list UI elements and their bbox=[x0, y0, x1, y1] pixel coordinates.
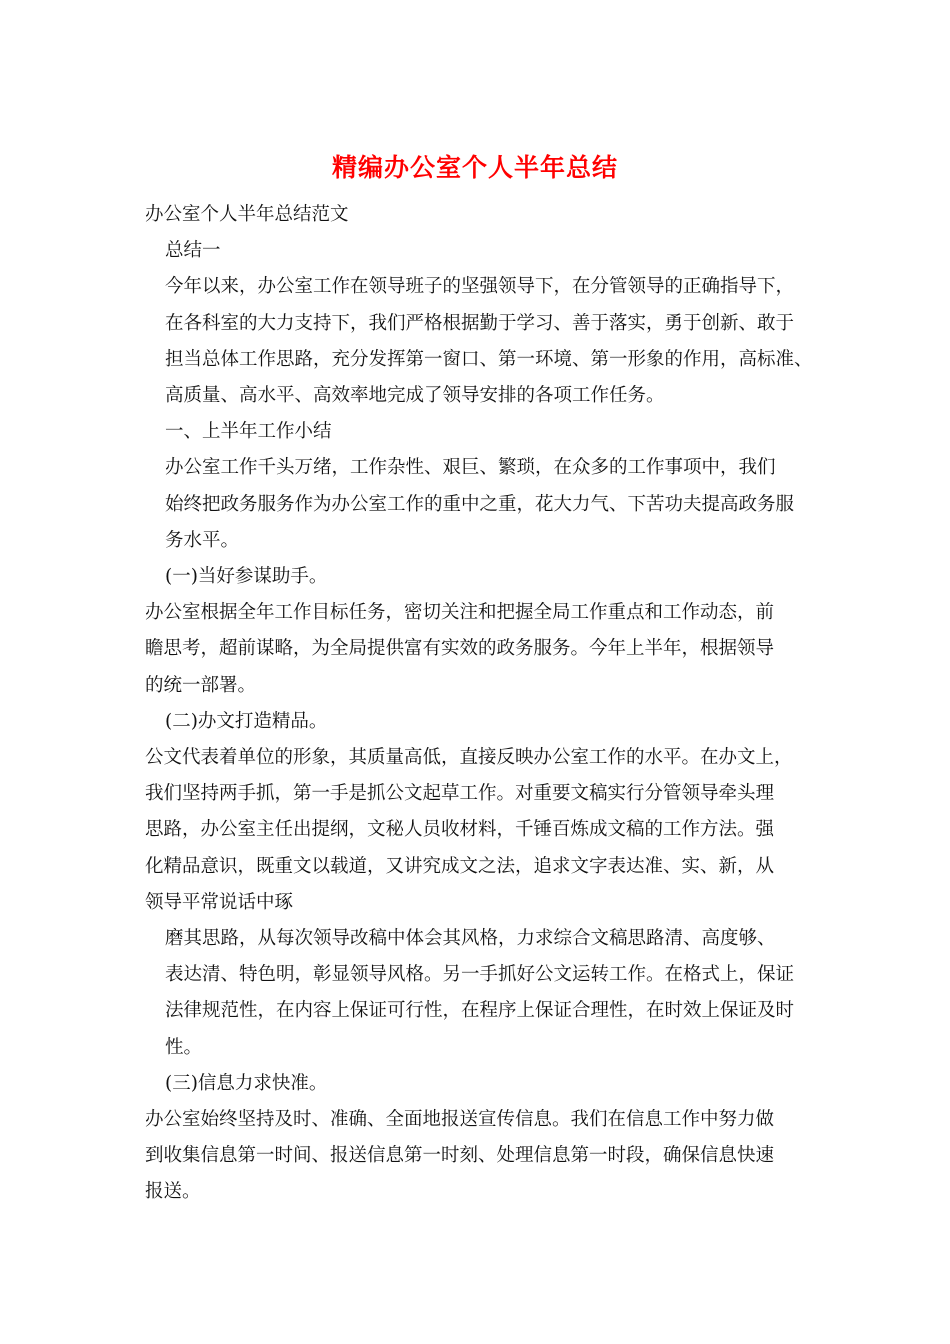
paragraph bbox=[145, 414, 810, 450]
paragraph bbox=[145, 233, 810, 269]
paragraph bbox=[145, 1102, 810, 1211]
text-line: 务水平。 bbox=[165, 529, 240, 551]
document-title: 精编办公室个人半年总结 bbox=[331, 153, 618, 182]
text-line: 公文代表着单位的形象，其质量高低，直接反映办公室工作的水平。在办文上， bbox=[145, 747, 793, 769]
text-line: 思路，办公室主任出提纲，文秘人员收材料，千锤百炼成文稿的工作方法。强 bbox=[145, 819, 775, 841]
paragraph bbox=[145, 269, 813, 414]
paragraph bbox=[145, 559, 810, 595]
text-line: 办公室个人半年总结范文 bbox=[145, 204, 349, 225]
text-line: 办公室工作千头万绪，工作杂性、艰巨、繁琐，在众多的工作事项中，我们 bbox=[165, 457, 776, 479]
text-line: 性。 bbox=[165, 1036, 203, 1058]
text-line: 在各科室的大力支持下，我们严格根据勤于学习、善于落实，勇于创新、敢于 bbox=[165, 312, 795, 334]
text-line: (一)当好参谋助手。 bbox=[165, 566, 328, 588]
paragraph bbox=[145, 921, 810, 1066]
paragraph bbox=[145, 197, 810, 233]
text-line: 磨其思路，从每次领导改稿中体会其风格，力求综合文稿思路清、高度够、 bbox=[165, 928, 776, 950]
text-line: 今年以来，办公室工作在领导班子的坚强领导下，在分管领导的正确指导下， bbox=[165, 276, 795, 298]
text-line: 办公室根据全年工作目标任务，密切关注和把握全局工作重点和工作动态，前 bbox=[145, 602, 775, 624]
paragraph bbox=[145, 1066, 810, 1102]
text-line: 总结一 bbox=[165, 240, 221, 262]
paragraph bbox=[145, 704, 810, 740]
text-line: 的统一部署。 bbox=[145, 674, 257, 696]
text-line: 到收集信息第一时间、报送信息第一时刻、处理信息第一时段，确保信息快速 bbox=[145, 1145, 775, 1167]
text-line: 领导平常说话中琢 bbox=[145, 891, 294, 913]
text-line: 瞻思考，超前谋略，为全局提供富有实效的政务服务。今年上半年，根据领导 bbox=[145, 638, 775, 660]
text-line: 办公室始终坚持及时、准确、全面地报送宣传信息。我们在信息工作中努力做 bbox=[145, 1109, 775, 1131]
text-line: 我们坚持两手抓，第一手是抓公文起草工作。对重要文稿实行分管领导牵头理 bbox=[145, 783, 775, 805]
paragraph bbox=[145, 595, 810, 704]
text-line: (二)办文打造精品。 bbox=[165, 710, 328, 732]
text-line: (三)信息力求快准。 bbox=[165, 1072, 328, 1094]
text-line: 担当总体工作思路，充分发挥第一窗口、第一环境、第一形象的作用，高标准、 bbox=[165, 348, 813, 370]
text-line: 法律规范性，在内容上保证可行性，在程序上保证合理性，在时效上保证及时 bbox=[165, 1000, 795, 1022]
paragraph bbox=[145, 450, 810, 559]
text-line: 表达清、特色明，彰显领导风格。另一手抓好公文运转工作。在格式上，保证 bbox=[165, 964, 795, 986]
text-line: 始终把政务服务作为办公室工作的重中之重，花大力气、下苦功夫提高政务服 bbox=[165, 493, 795, 515]
text-line: 报送。 bbox=[145, 1181, 201, 1203]
text-line: 化精品意识，既重文以载道，又讲究成文之法，追求文字表达准、实、新，从 bbox=[145, 855, 775, 877]
text-line: 一、上半年工作小结 bbox=[165, 421, 332, 443]
text-line: 高质量、高水平、高效率地完成了领导安排的各项工作任务。 bbox=[165, 385, 665, 407]
paragraph bbox=[145, 740, 810, 921]
document-body bbox=[145, 197, 813, 1211]
